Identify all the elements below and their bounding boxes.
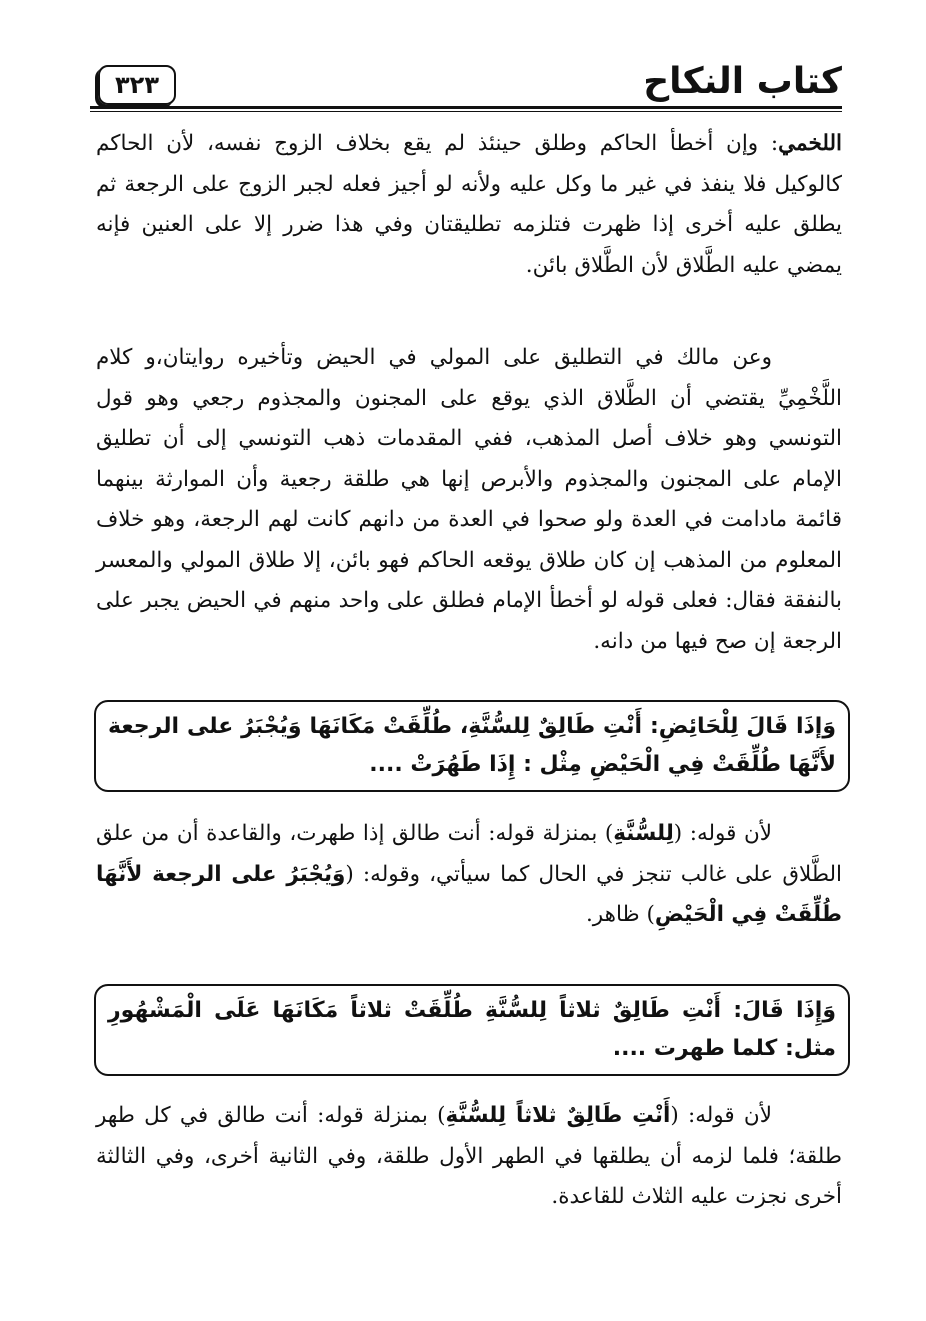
- matn-1-text: وَإذَا قَالَ لِلْحَائِضِ: أَنْتِ طَالِقٌ لِلسُّنَّةِ، طُلِّقَتْ مَكَانَهَا وَيُجْبَرُ على الرجعة لأَنَّهَا طُلِّقَتْ فِي الْحَيْضِ مِثْل : إِذَا طَهُرَتْ ....: [108, 714, 836, 777]
- page-header: [90, 60, 842, 110]
- header-rule-thin: [90, 111, 842, 112]
- header-rule: [90, 106, 842, 109]
- paragraph-1-text: : وإن أخطأ الحاكم وطلق حينئذ لم يقع بخلاف الزوج نفسه، لأن الحاكم كالوكيل فلا ينفذ في غير ما وكل عليه ولأنه لو أجيز فعله لجبر الزوج على الرجعة ثم يطلق عليه أخرى إذا ظهرت فتلزمه تطليقتان وفي هذا ضرر إلا على العنين فإنه يمضي عليه الطَّلاق لأن الطَّلاق بائن.: [96, 131, 842, 278]
- paragraph-3-part1: لأن قوله: (: [673, 821, 772, 846]
- chapter-title: كتاب النكاح: [643, 61, 842, 102]
- paragraph-4: [96, 1096, 842, 1218]
- paragraph-3-part2: ) بمنزلة قوله: أنت طالق إذا طهرت، والقاعدة أن من علق الطَّلاق على غالب تنجز في الحال كما سيأتي، وقوله: (: [96, 821, 842, 887]
- matn-box-2: [94, 984, 850, 1076]
- paragraph-3: [96, 814, 842, 936]
- paragraph-3-part3: ) ظاهر.: [585, 902, 655, 927]
- paragraph-3-quote2: وَيُجْبَرُ على الرجعة لأَنَّهَا طُلِّقَتْ فِي الْحَيْضِ: [96, 861, 842, 927]
- paragraph-4-part2: ) بمنزلة قوله: أنت طالق في كل طهر طلقة؛ فلما لزمه أن يطلقها في الطهر الأول طلقة، وفي الثانية أخرى، وفي الثالثة أخرى نجزت عليه الثلاث للقاعدة.: [96, 1103, 842, 1209]
- paragraph-4-part1: لأن قوله: (: [670, 1103, 772, 1128]
- paragraph-4-quote1: أَنْتِ طَالِقٌ ثلاثاً لِلسُّنَّةِ: [445, 1103, 671, 1128]
- paragraph-2-text: وعن مالك في التطليق على المولي في الحيض وتأخيره روايتان،و كلام اللَّخْمِيِّ يقتضي أن الطَّلاق الذي يوقع على المجنون والمجذوم رجعي وهو قول التونسي وهو خلاف أصل المذهب، ففي المقدمات ذهب التونسي إلى أن تطليق الإمام على المجنون والمجذوم والأبرص إنها هي طلقة رجعية وأن الموارثة بينهما قائمة مادامت في العدة ولو صحوا في العدة من دانهم كانت لهم الرجعة، وهو خلاف المعلوم من المذهب إن كان طلاق يوقعه الحاكم فهو بائن، إلا طلاق المولي والمعسر بالنفقة فقال: فعلى قوله لو أخطأ الإمام فطلق على واحد منهم في الحيض يجبر على الرجعة إن صح فيها من دانه.: [96, 345, 842, 654]
- paragraph-1: [96, 124, 842, 286]
- paragraph-3-quote1: لِلسُّنَّةِ: [613, 821, 674, 846]
- paragraph-2: [96, 338, 842, 662]
- matn-box-1: [94, 700, 850, 792]
- page-number: ٣٢٣: [98, 65, 176, 105]
- paragraph-1-lead: اللخمي: [778, 131, 842, 156]
- matn-2-text: وَإِذَا قَالَ: أَنْتِ طَالِقٌ ثلاثاً لِلسُّنَّةِ طُلِّقَتْ ثلاثاً مَكَانَهَا عَلَى الْمَشْهُورِ مثل: كلما طهرت ....: [108, 998, 836, 1061]
